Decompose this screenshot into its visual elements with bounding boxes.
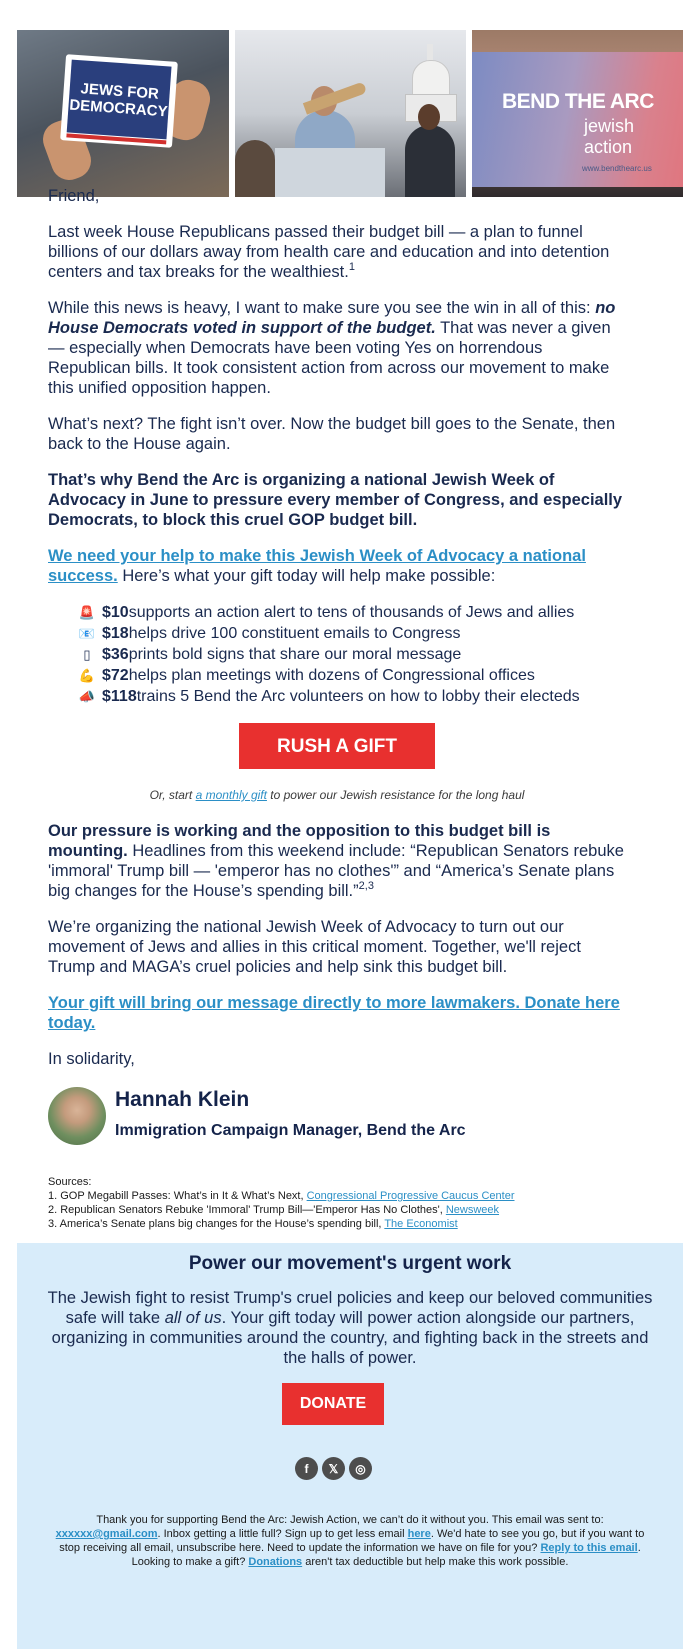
source-text: 2. Republican Senators Rebuke 'Immoral' Trump Bill—'Emperor Has No Clothes', (48, 1204, 446, 1216)
paragraph-5-rest: Here’s what your gift today will help make possible: (117, 567, 496, 585)
paragraph-1 (48, 222, 626, 282)
footnote-ref: 2,3 (358, 880, 374, 892)
footer-body-post: . Your gift today will power action alongside our partners, organizing in communities around the country, and fighting back in the streets and the halls of power. (51, 1309, 649, 1367)
monthly-post: to power our Jewish resistance for the long haul (266, 788, 525, 802)
protest-sign-text: JEWS FOR DEMOCRACY (67, 60, 172, 140)
list-item (78, 623, 626, 644)
footnote-ref: 1 (348, 261, 355, 273)
paragraph-8 (48, 993, 626, 1033)
footer-title: Power our movement's urgent work (188, 1253, 512, 1274)
donate-today-link[interactable]: Your gift will bring our message directly to more lawmakers. Donate here today. (48, 994, 620, 1032)
paragraph-3: What’s next? The fight isn’t over. Now the budget bill goes to the Senate, then back to the House again. (48, 415, 616, 453)
paragraph-4: That’s why Bend the Arc is organizing a national Jewish Week of Advocacy in June to pressure every member of Congress, and especially Democrats, to block this cruel GOP budget bill. (48, 471, 623, 529)
banner-subtitle: jewish action (584, 116, 635, 157)
monthly-pre: Or, start (149, 788, 196, 802)
source-text: 3. America’s Senate plans big changes for the House’s spending bill, (48, 1218, 385, 1230)
gift-amount: $36 (102, 646, 129, 663)
flexed-arm-icon: 💪 (78, 667, 96, 683)
footer-legal (47, 1513, 653, 1569)
footer-body-pre: The Jewish fight to resist Trump's cruel policies and keep our beloved communities safe will take (47, 1289, 653, 1327)
banner (472, 52, 683, 187)
paragraph-2 (48, 298, 626, 398)
signature-title: Immigration Campaign Manager, Bend the Arc (115, 1122, 466, 1139)
legal-text: Thank you for supporting Bend the Arc: Jewish Action, we can’t do it without you. This email was sent to: (96, 1514, 604, 1526)
help-success-link[interactable]: We need your help to make this Jewish Week of Advocacy a national success. (48, 547, 586, 585)
source-item (48, 1189, 515, 1203)
gift-description: helps drive 100 constituent emails to Congress (128, 625, 461, 642)
gift-amount: $18 (102, 625, 129, 642)
banner-title: BEND THE ARC (502, 90, 654, 113)
paragraph-7: We’re organizing the national Jewish Week of Advocacy to turn out our movement of Jews and allies in this critical moment. Together, we'll reject Trump and MAGA’s cruel policies and help sink this budget bill. (48, 918, 581, 976)
gift-amount: $10 (102, 604, 129, 621)
source-text: 1. GOP Megabill Passes: What’s in It & What’s Next, (48, 1190, 307, 1202)
paragraph-1-text: Last week House Republicans passed their budget bill — a plan to funnel billions of our dollars away from health care and education and into detention centers and tax breaks for the wealthiest. (48, 223, 610, 281)
gift-amount: $72 (102, 667, 129, 684)
hero-image-bend-the-arc-banner (472, 30, 683, 197)
legal-text: . Looking to make a gift? (131, 1542, 641, 1568)
gift-description: prints bold signs that share our moral message (128, 646, 462, 663)
gift-list (78, 602, 626, 707)
gift-amount: $118 (102, 688, 137, 705)
crowd-head (418, 104, 440, 130)
sources-heading: Sources: (48, 1176, 92, 1188)
sources (48, 1175, 515, 1231)
sign-icon: ▯ (83, 646, 91, 662)
list-item (78, 644, 626, 665)
source-link[interactable]: Newsweek (445, 1204, 500, 1216)
capitol-dome (412, 60, 450, 96)
paragraph-6-bold: Our pressure is working and the opposition to this budget bill is mounting. (48, 822, 551, 860)
gift-description: supports an action alert to tens of thousands of Jews and allies (128, 604, 575, 621)
paragraph-5 (48, 546, 626, 586)
x-icon[interactable]: 𝕏 (322, 1457, 345, 1480)
instagram-icon[interactable]: ◎ (349, 1457, 372, 1480)
source-item (48, 1203, 515, 1217)
paragraph-2-emphasis: no House Democrats voted in support of the budget. (48, 299, 616, 337)
facebook-icon[interactable]: f (295, 1457, 318, 1480)
monthly-gift-line (48, 785, 626, 805)
protest-sign (60, 54, 178, 148)
paragraph-6-rest: Headlines from this weekend include: “Republican Senators rebuke 'immoral' Trump bill — 'emperor has no clothes'” and “America’s Senate plans big changes for the House’s spending bill.” (48, 842, 624, 900)
megaphone-icon: 📣 (78, 688, 96, 704)
donate-button[interactable]: DONATE (282, 1383, 384, 1425)
footer-body-emphasis: all of us (164, 1309, 222, 1327)
email-link[interactable]: xxxxxx@gmail.com (55, 1528, 158, 1540)
reply-link[interactable]: Reply to this email (540, 1542, 638, 1554)
footer-body (47, 1288, 653, 1368)
siren-icon: 🚨 (78, 604, 96, 620)
paragraph-2-intro: While this news is heavy, I want to make sure you see the win in all of this: (48, 299, 596, 317)
legal-text: . Inbox getting a little full? Sign up to get less email (157, 1528, 408, 1540)
list-item (78, 686, 626, 707)
monthly-gift-link[interactable]: a monthly gift (195, 788, 267, 802)
avatar (48, 1087, 106, 1145)
hero-image-protest-sign (17, 30, 229, 197)
hero-images (17, 30, 683, 197)
closing: In solidarity, (48, 1050, 135, 1068)
footer-panel (17, 1243, 683, 1649)
source-link[interactable]: The Economist (384, 1218, 458, 1230)
gift-description: helps plan meetings with dozens of Congressional offices (128, 667, 535, 684)
rush-gift-button[interactable]: RUSH A GIFT (239, 723, 435, 769)
donations-link[interactable]: Donations (248, 1556, 303, 1568)
greeting: Friend, (48, 187, 100, 205)
signature-block (48, 1087, 626, 1149)
source-item (48, 1217, 515, 1231)
paragraph-2-rest: That was never a given — especially when Democrats have been voting Yes on horrendous Republican bills. It took consistent action from across our movement to make this unified opposition happen. (48, 319, 611, 397)
legal-text: . We'd hate to see you go, but if you want to stop receiving all email, unsubscribe here. Need to update the information we have on file for you? (59, 1528, 645, 1554)
signature-name: Hannah Klein (115, 1088, 250, 1111)
email-icon: 📧 (78, 625, 96, 641)
hero-image-capitol-shofar (235, 30, 466, 197)
banner-url: www.bendthearc.us (582, 164, 652, 173)
list-item (78, 665, 626, 686)
gift-description: trains 5 Bend the Arc volunteers on how to lobby their electeds (136, 688, 580, 705)
less-email-link[interactable]: here (407, 1528, 431, 1540)
paragraph-6 (48, 821, 626, 901)
source-link[interactable]: Congressional Progressive Caucus Center (306, 1190, 515, 1202)
legal-text: aren't tax deductible but help make this work possible. (302, 1556, 569, 1568)
letter-body (48, 186, 626, 1149)
social-links (295, 1457, 375, 1481)
list-item (78, 602, 626, 623)
